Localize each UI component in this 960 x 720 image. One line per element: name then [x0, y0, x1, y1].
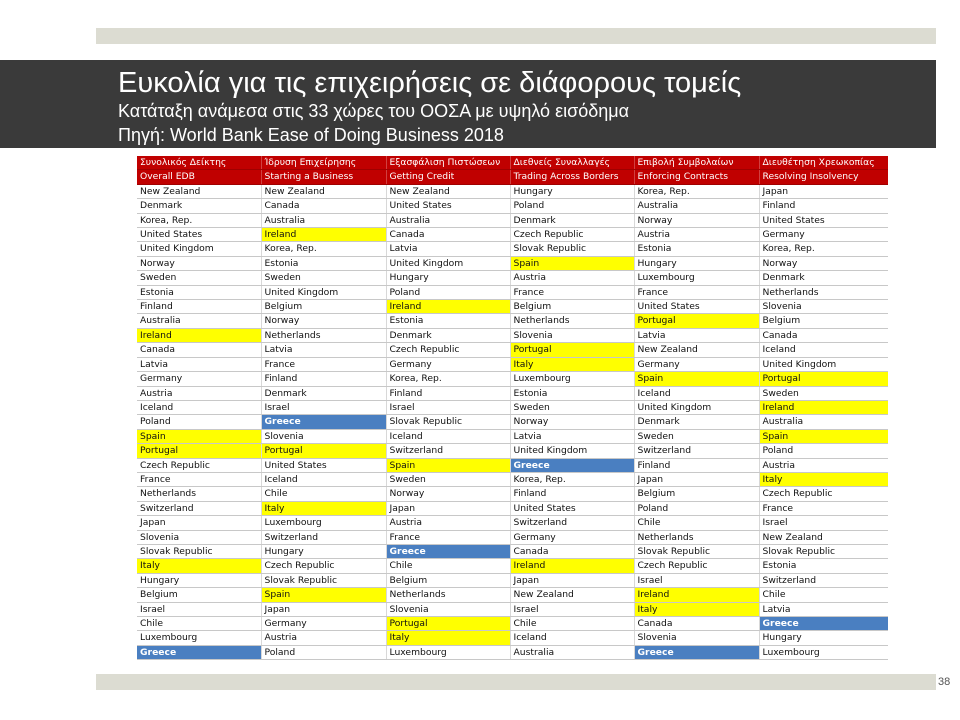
table-cell: Poland [386, 285, 510, 299]
table-cell: Australia [759, 415, 888, 429]
table-row [137, 617, 888, 631]
header-en-cell: Enforcing Contracts [634, 170, 759, 184]
table-cell: Portugal [634, 314, 759, 328]
table-row [137, 588, 888, 602]
table-cell: Slovak Republic [137, 544, 261, 558]
table-cell: Slovak Republic [634, 544, 759, 558]
table-cell: Ireland [137, 328, 261, 342]
table-cell: Italy [261, 501, 386, 515]
table-cell: Japan [759, 184, 888, 198]
table-cell: Slovenia [386, 602, 510, 616]
table-cell: New Zealand [386, 184, 510, 198]
table-row [137, 228, 888, 242]
table-cell: Korea, Rep. [137, 213, 261, 227]
table-cell: United States [261, 458, 386, 472]
table-cell: Austria [634, 228, 759, 242]
table-cell: New Zealand [510, 588, 634, 602]
slide-subtitle: Κατάταξη ανάμεσα στις 33 χώρες του ΟΟΣΑ με υψηλό εισόδημα [118, 101, 630, 121]
table-cell: Germany [634, 357, 759, 371]
table-cell: Denmark [137, 199, 261, 213]
table-row [137, 285, 888, 299]
table-cell: Denmark [261, 386, 386, 400]
table-row [137, 271, 888, 285]
table-cell: Greece [386, 544, 510, 558]
header-gr-cell: Διευθέτηση Χρεωκοπίας [759, 156, 888, 170]
table-cell: Chile [261, 487, 386, 501]
table-cell: New Zealand [261, 184, 386, 198]
table-row [137, 314, 888, 328]
table-cell: Japan [261, 602, 386, 616]
table-cell: Estonia [261, 256, 386, 270]
table-row [137, 357, 888, 371]
table-cell: Hungary [261, 544, 386, 558]
table-cell: Iceland [634, 386, 759, 400]
table-cell: Poland [634, 501, 759, 515]
table-cell: United Kingdom [137, 242, 261, 256]
table-cell: Australia [386, 213, 510, 227]
table-cell: Australia [634, 199, 759, 213]
table-cell: Spain [137, 429, 261, 443]
table-cell: France [386, 530, 510, 544]
table-cell: Germany [137, 372, 261, 386]
table-cell: Germany [261, 617, 386, 631]
table-cell: Denmark [510, 213, 634, 227]
table-cell: Poland [759, 444, 888, 458]
table-cell: Slovenia [634, 631, 759, 645]
table-cell: Sweden [759, 386, 888, 400]
table-cell: Luxembourg [386, 645, 510, 659]
table-cell: Iceland [261, 472, 386, 486]
table-cell: Slovak Republic [386, 415, 510, 429]
table-cell: Korea, Rep. [510, 472, 634, 486]
table-cell: Korea, Rep. [634, 184, 759, 198]
table-row [137, 256, 888, 270]
table-cell: Switzerland [261, 530, 386, 544]
header-en-cell: Resolving Insolvency [759, 170, 888, 184]
header-gr-cell: Διεθνείς Συναλλαγές [510, 156, 634, 170]
table-cell: Australia [261, 213, 386, 227]
table-row [137, 300, 888, 314]
table-cell: Ireland [386, 300, 510, 314]
table-cell: Italy [510, 357, 634, 371]
table-cell: Hungary [386, 271, 510, 285]
table-cell: Canada [759, 328, 888, 342]
table-cell: Slovak Republic [510, 242, 634, 256]
table-cell: Austria [759, 458, 888, 472]
table-cell: Chile [137, 617, 261, 631]
table-cell: New Zealand [759, 530, 888, 544]
table-cell: Greece [261, 415, 386, 429]
table-cell: Netherlands [386, 588, 510, 602]
table-cell: Germany [386, 357, 510, 371]
table-cell: Austria [386, 516, 510, 530]
table-cell: Poland [510, 199, 634, 213]
table-cell: Sweden [634, 429, 759, 443]
table-cell: Estonia [634, 242, 759, 256]
header-en-cell: Overall EDB [137, 170, 261, 184]
table-cell: United Kingdom [759, 357, 888, 371]
table-row [137, 213, 888, 227]
table-cell: Hungary [759, 631, 888, 645]
table-cell: Luxembourg [634, 271, 759, 285]
table-cell: Poland [261, 645, 386, 659]
table-cell: Luxembourg [759, 645, 888, 659]
table-cell: Italy [759, 472, 888, 486]
table-cell: Spain [759, 429, 888, 443]
ranking-table [137, 156, 888, 660]
table-cell: United States [137, 228, 261, 242]
table-cell: Australia [137, 314, 261, 328]
table-cell: Latvia [634, 328, 759, 342]
header-gr-cell: Εξασφάλιση Πιστώσεων [386, 156, 510, 170]
table-cell: Hungary [137, 573, 261, 587]
table-cell: Canada [137, 343, 261, 357]
table-cell: Belgium [386, 573, 510, 587]
table-cell: Canada [386, 228, 510, 242]
table-row [137, 242, 888, 256]
table-cell: Canada [510, 544, 634, 558]
table-row [137, 429, 888, 443]
table-cell: Sweden [386, 472, 510, 486]
table-row [137, 631, 888, 645]
table-cell: Korea, Rep. [386, 372, 510, 386]
table-cell: Iceland [759, 343, 888, 357]
table-row [137, 559, 888, 573]
table-row [137, 487, 888, 501]
table-cell: Ireland [261, 228, 386, 242]
table-cell: Portugal [137, 444, 261, 458]
table-cell: Norway [634, 213, 759, 227]
table-cell: Canada [261, 199, 386, 213]
table-cell: Netherlands [510, 314, 634, 328]
table-cell: Canada [634, 617, 759, 631]
table-cell: France [137, 472, 261, 486]
table-cell: United Kingdom [261, 285, 386, 299]
table-row [137, 645, 888, 659]
table-cell: Spain [510, 256, 634, 270]
table-cell: Switzerland [386, 444, 510, 458]
table-cell: Spain [386, 458, 510, 472]
table-cell: Norway [759, 256, 888, 270]
table-row [137, 458, 888, 472]
table-cell: Finland [261, 372, 386, 386]
table-cell: Switzerland [510, 516, 634, 530]
table-cell: Finland [137, 300, 261, 314]
table-cell: Denmark [759, 271, 888, 285]
table-cell: Norway [510, 415, 634, 429]
table-cell: Ireland [759, 400, 888, 414]
table-cell: Estonia [510, 386, 634, 400]
table-row [137, 472, 888, 486]
table-cell: Latvia [261, 343, 386, 357]
table-cell: Slovenia [759, 300, 888, 314]
table-cell: United States [634, 300, 759, 314]
table-cell: Switzerland [137, 501, 261, 515]
table-cell: Korea, Rep. [759, 242, 888, 256]
table-row [137, 184, 888, 198]
table-cell: Finland [386, 386, 510, 400]
table-cell: Norway [386, 487, 510, 501]
table-cell: Switzerland [634, 444, 759, 458]
table-row [137, 573, 888, 587]
table-cell: Belgium [510, 300, 634, 314]
table-cell: Portugal [261, 444, 386, 458]
table-cell: Spain [261, 588, 386, 602]
table-cell: Italy [386, 631, 510, 645]
table-cell: Germany [510, 530, 634, 544]
table-cell: France [510, 285, 634, 299]
table-cell: Czech Republic [261, 559, 386, 573]
table-cell: Finland [759, 199, 888, 213]
table-cell: United States [510, 501, 634, 515]
table-cell: Japan [137, 516, 261, 530]
table-row [137, 516, 888, 530]
table-cell: Israel [759, 516, 888, 530]
table-row [137, 400, 888, 414]
table-cell: Italy [634, 602, 759, 616]
table-cell: Chile [634, 516, 759, 530]
table-row [137, 530, 888, 544]
table-cell: Luxembourg [137, 631, 261, 645]
table-cell: United States [759, 213, 888, 227]
table-cell: Latvia [759, 602, 888, 616]
table-cell: Hungary [634, 256, 759, 270]
header-row-greek [137, 156, 888, 170]
table-cell: Japan [634, 472, 759, 486]
table-cell: Hungary [510, 184, 634, 198]
table-cell: Finland [510, 487, 634, 501]
header-gr-cell: Επιβολή Συμβολαίων [634, 156, 759, 170]
slide-title: Ευκολία για τις επιχειρήσεις σε διάφορους τομείς [118, 67, 742, 99]
table-cell: Denmark [634, 415, 759, 429]
table-cell: United Kingdom [386, 256, 510, 270]
table-row [137, 501, 888, 515]
header-en-cell: Trading Across Borders [510, 170, 634, 184]
table-cell: New Zealand [634, 343, 759, 357]
table-cell: Finland [634, 458, 759, 472]
header-gr-cell: Ίδρυση Επιχείρησης [261, 156, 386, 170]
table-cell: Czech Republic [510, 228, 634, 242]
table-cell: Slovenia [137, 530, 261, 544]
table-cell: United Kingdom [510, 444, 634, 458]
table-cell: Estonia [386, 314, 510, 328]
table-row [137, 328, 888, 342]
table-row [137, 544, 888, 558]
table-row [137, 343, 888, 357]
table-cell: Portugal [759, 372, 888, 386]
table-cell: Ireland [634, 588, 759, 602]
table-row [137, 386, 888, 400]
table-row [137, 602, 888, 616]
table-cell: Japan [510, 573, 634, 587]
table-body [137, 184, 888, 659]
table-cell: Portugal [510, 343, 634, 357]
table-cell: France [261, 357, 386, 371]
header-gr-cell: Συνολικός Δείκτης [137, 156, 261, 170]
bottom-decor-bar [96, 674, 936, 690]
table-cell: Belgium [759, 314, 888, 328]
table-cell: Sweden [510, 400, 634, 414]
table-cell: Portugal [386, 617, 510, 631]
table-cell: Austria [510, 271, 634, 285]
header-row-english [137, 170, 888, 184]
table-cell: Luxembourg [510, 372, 634, 386]
table-cell: Iceland [510, 631, 634, 645]
table-cell: Netherlands [137, 487, 261, 501]
table-cell: Iceland [386, 429, 510, 443]
table-cell: Belgium [137, 588, 261, 602]
table-cell: Slovak Republic [759, 544, 888, 558]
table-cell: Czech Republic [759, 487, 888, 501]
table-cell: United Kingdom [634, 400, 759, 414]
table-row [137, 444, 888, 458]
table-cell: Greece [510, 458, 634, 472]
table-cell: Norway [261, 314, 386, 328]
table-cell: Latvia [510, 429, 634, 443]
page-number: 38 [938, 676, 951, 688]
table-cell: Czech Republic [137, 458, 261, 472]
table-cell: Netherlands [759, 285, 888, 299]
table-row [137, 199, 888, 213]
table-cell: Switzerland [759, 573, 888, 587]
table-cell: Latvia [386, 242, 510, 256]
table-cell: Denmark [386, 328, 510, 342]
table-cell: Czech Republic [634, 559, 759, 573]
table-cell: Netherlands [261, 328, 386, 342]
table-cell: Australia [510, 645, 634, 659]
table-cell: Chile [386, 559, 510, 573]
table-cell: Spain [634, 372, 759, 386]
table-cell: Israel [261, 400, 386, 414]
table-cell: Israel [137, 602, 261, 616]
table-cell: Chile [759, 588, 888, 602]
table-cell: Iceland [137, 400, 261, 414]
table-cell: Italy [137, 559, 261, 573]
table-cell: Latvia [137, 357, 261, 371]
table-cell: Estonia [137, 285, 261, 299]
table-cell: France [759, 501, 888, 515]
table-cell: Poland [137, 415, 261, 429]
table-cell: Estonia [759, 559, 888, 573]
table-cell: Israel [510, 602, 634, 616]
table-cell: Sweden [137, 271, 261, 285]
table-cell: Slovak Republic [261, 573, 386, 587]
header-en-cell: Getting Credit [386, 170, 510, 184]
table-cell: France [634, 285, 759, 299]
table-cell: Ireland [510, 559, 634, 573]
table-cell: Netherlands [634, 530, 759, 544]
top-decor-bar [96, 28, 936, 44]
table-cell: Slovenia [261, 429, 386, 443]
table-cell: Belgium [261, 300, 386, 314]
table-cell: Israel [634, 573, 759, 587]
table-cell: Belgium [634, 487, 759, 501]
table-cell: Germany [759, 228, 888, 242]
table-cell: Greece [759, 617, 888, 631]
table-cell: Chile [510, 617, 634, 631]
table-cell: Norway [137, 256, 261, 270]
table-cell: Korea, Rep. [261, 242, 386, 256]
table-cell: Czech Republic [386, 343, 510, 357]
table-row [137, 372, 888, 386]
table-cell: Slovenia [510, 328, 634, 342]
table-cell: Greece [634, 645, 759, 659]
table-row [137, 415, 888, 429]
table-cell: Japan [386, 501, 510, 515]
header-en-cell: Starting a Business [261, 170, 386, 184]
table-cell: Greece [137, 645, 261, 659]
table-cell: United States [386, 199, 510, 213]
table-cell: Israel [386, 400, 510, 414]
table-cell: Luxembourg [261, 516, 386, 530]
table-cell: Austria [137, 386, 261, 400]
table-cell: Austria [261, 631, 386, 645]
table-cell: Sweden [261, 271, 386, 285]
table-cell: New Zealand [137, 184, 261, 198]
slide-source: Πηγή: World Bank Ease of Doing Business 2018 [118, 125, 504, 145]
